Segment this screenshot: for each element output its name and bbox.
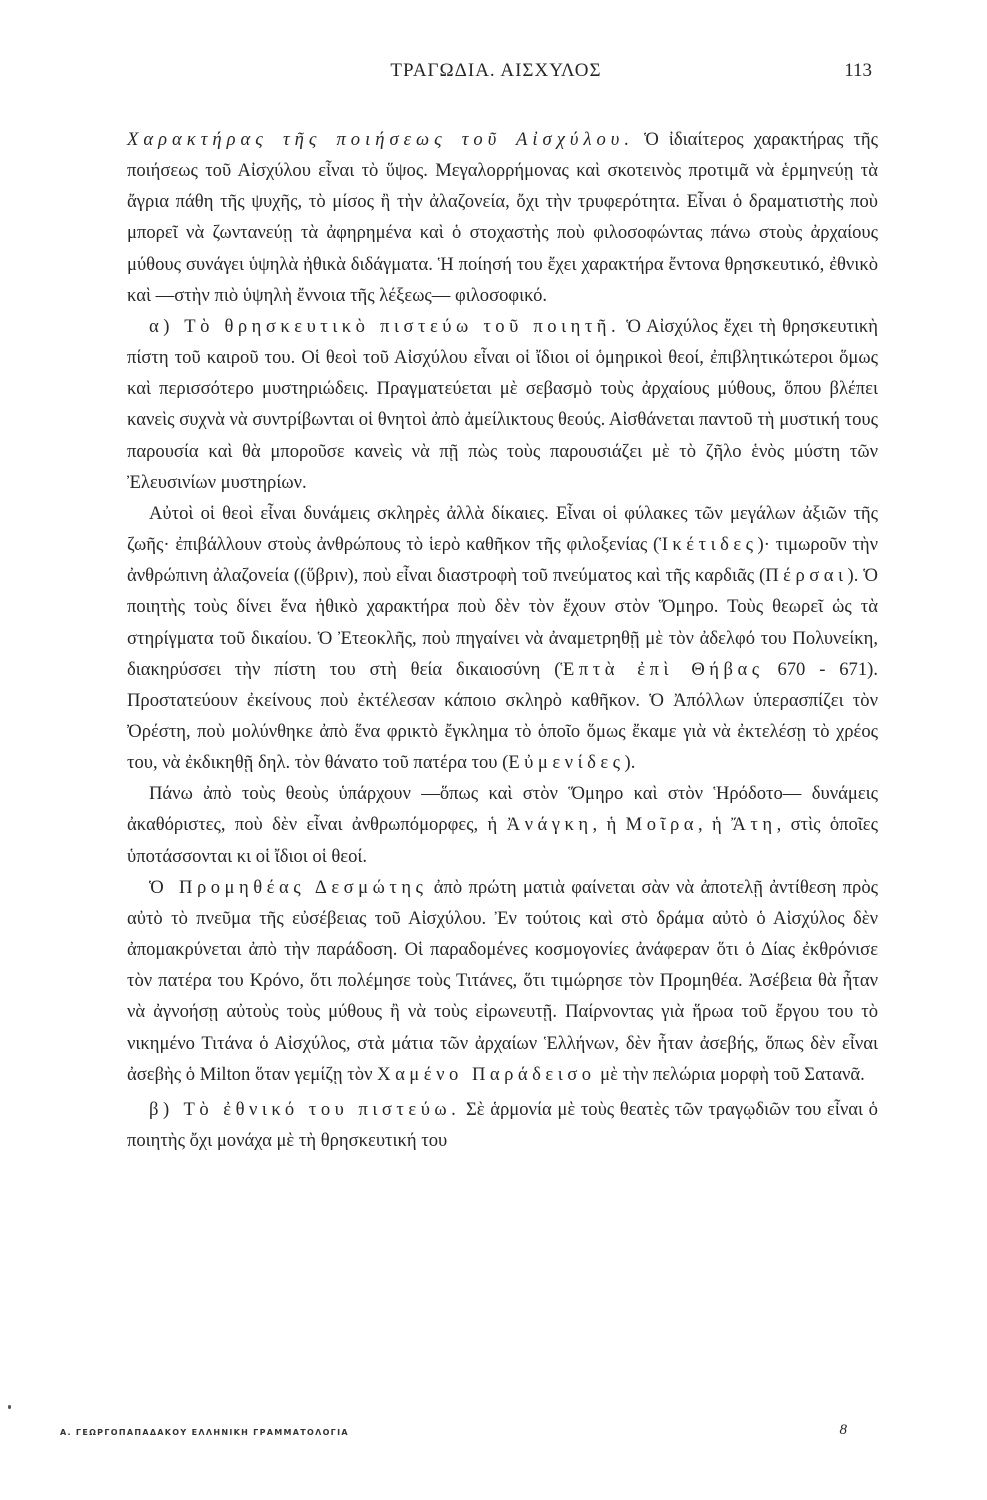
paragraph-text: Ὁ Αἰσχύλος ἔχει τὴ θρησκευτικὴ πίστη τοῦ καιροῦ του. Οἱ θεοὶ τοῦ Αἰσχύλου εἶναι οἱ ἴδιοι οἱ ὁμηρικοὶ θεοί, ἐπιβλητικώτεροι ὅμως καὶ περισσότερο μυστηριώδεις. Πραγματεύεται μὲ σεβασμὸ τοὺς ἀρχαίους μύθους, ὅπου βλέπει κανεὶς συχνὰ νὰ συντρίβωνται οἱ θνητοὶ ἀπὸ ἀμείλικτους θεούς. Αἰσθάνεται παντοῦ τὴ μυστική τους παρουσία καὶ θὰ μποροῦσε κανεὶς νὰ πῇ πὼς τοὺς παρουσιάζει μὲ τὸ ζῆλο ἑνὸς μύστη τῶν Ἐλευσινίων μυστηρίων.	[127, 315, 878, 493]
running-header	[120, 60, 872, 90]
work-title-eumenides: Εὐμενίδες	[508, 752, 625, 774]
text-run: ).	[624, 752, 636, 774]
running-title: ΤΡΑΓΩΔΙΑ. ΑΙΣΧΥΛΟΣ	[390, 60, 602, 81]
text-run: ἀπὸ πρώτη ματιὰ φαίνεται σὰν νὰ ἀποτελῇ ἀντίθεση πρὸς αὐτὸ τὸ πνεῦμα τῆς εὐσέβειας τοῦ Αἰσχύλου. Ἐν τούτοις καὶ στὸ δράμα αὐτὸ ὁ Αἰσχύλος δὲν ἀπομακρύνεται ἀπὸ τὴν παράδοση. Οἱ παραδομένες κοσμογονίες ἀνάφεραν ὅτι ὁ Δίας ἐκθρόνισε τὸν πατέρα του Κρόνο, ὅτι πολέμησε τοὺς Τιτάνες, ὅτι τιμώρησε τὸν Προμηθέα. Ἀσέβεια θὰ ἦταν νὰ ἀγνοήσῃ αὐτοὺς τοὺς μύθους ἢ νὰ τοὺς εἰρωνευτῇ. Παίρνοντας γιὰ ἥρωα τοῦ ἔργου του τὸ νικημένο Τιτάνα ὁ Αἰσχύλος, στὰ μάτια τῶν ἀρχαίων Ἑλλήνων, δὲν ἦταν ἀσεβής, ὅπως δὲν εἶναι ἀσεβὴς ὁ Milton ὅταν γεμίζῃ τὸν	[127, 876, 878, 1085]
text-run: Αὐτοὶ οἱ θεοὶ εἶναι δυνάμεις σκληρὲς ἀλλὰ δίκαιες. Εἶναι οἱ φύλακες τῶν μεγάλων ἀξιῶν τῆς ζωῆς· ἐπιβάλλουν στοὺς ἀνθρώπους τὸ ἱερὸ καθῆκον τῆς φιλοξενίας (	[127, 502, 878, 556]
body-text	[127, 124, 878, 1156]
text-run: )· τιμωροῦν τὴν ἀνθρώπινη ἀλαζονεία ((ὕβριν), ποὺ εἶναι διαστροφὴ τοῦ πνεύματος καὶ τῆς καρδιᾶς (	[127, 534, 878, 587]
subheading-alpha: α) Τὸ θρησκευτικὸ πιστεύω τοῦ ποιητῆ.	[149, 315, 621, 337]
text-run: , ἡ	[698, 814, 732, 836]
work-title-hiketides: Ἱκέτιδες	[659, 534, 758, 556]
text-run: , ἡ	[592, 814, 626, 836]
scan-speck	[8, 1405, 11, 1409]
paragraph-text: Σὲ ἁρμονία μὲ τοὺς θεατὲς τῶν τραγῳδιῶν του εἶναι ὁ ποιητὴς ὄχι μονάχα μὲ τὴ θρησκευτική του	[127, 1098, 878, 1151]
text-run: μὲ τὴν πελώρια μορφὴ τοῦ Σατανᾶ.	[595, 1063, 865, 1085]
term-ate: Ἄτη	[731, 814, 777, 836]
paragraph-gods-justice	[127, 498, 878, 778]
work-title-hepta: Ἑπτὰ ἐπὶ Θήβας	[560, 658, 764, 680]
term-ananke: Ἀνάγκη	[506, 814, 593, 836]
work-title-paradise-lost: Χαμένο Παράδεισο	[377, 1063, 596, 1085]
text-run: ). Ὁ ποιητὴς τοὺς δίνει ἕνα ἠθικὸ χαρακτήρα ποὺ δὲν τὸν ἔχουν στὸν Ὅμηρο. Τοὺς θεωρεῖ ὡς τὰ στηρίγματα τοῦ δικαίου. Ὁ Ἐτεοκλῆς, ποὺ πηγαίνει νὰ ἀναμετρηθῇ μὲ τὸν ἀδελφό του Πολυνείκη, διακηρύσσει τὴν πίστη του στὴ θεία δικαιοσύνη (	[127, 565, 878, 680]
text-run: 670 - 671). Προστατεύουν ἐκείνους ποὺ ἐκτέλεσαν κάποιο σκληρὸ καθῆκον. Ὁ Ἀπόλλων ὑπερασπίζει τὸν Ὀρέστη, ποὺ μολύνθηκε ἀπὸ ἕνα φρικτὸ ἔγκλημα τὸ ὁποῖο ὅμως ἔκαμε γιὰ νὰ ἐκτελέσῃ τὸ χρέος του, νὰ ἐκδικηθῇ δηλ. τὸν θάνατο τοῦ πατέρα του (	[127, 658, 878, 774]
paragraph-fate	[127, 778, 878, 871]
page-footer	[60, 1422, 847, 1448]
section-heading: Χαρακτήρας τῆς ποιήσεως τοῦ Αἰσχύλου.	[127, 129, 634, 150]
footer-imprint: Α. ΓΕΩΡΓΟΠΑΠΑΔΑΚΟΥ ΕΛΛΗΝΙΚΗ ΓΡΑΜΜΑΤΟΛΟΓΙΑ	[60, 1428, 349, 1437]
term-moira: Μοῖρα	[625, 814, 699, 836]
paragraph-religious-creed	[127, 311, 878, 498]
work-title-prometheus: Ὁ Προμηθέας Δεσμώτης	[149, 876, 428, 898]
signature-mark: 8	[839, 1422, 847, 1438]
page-number: 113	[844, 60, 872, 81]
paragraph-text: Ὁ ἰδιαίτερος χαρακτήρας τῆς ποιήσεως τοῦ Αἰσχύλου εἶναι τὸ ὕψος. Μεγαλορρήμονας καὶ σκοτεινὸς προτιμᾶ νὰ ἑρμηνεύῃ τὰ ἄγρια πάθη τῆς ψυχῆς, τὸ μίσος ἢ τὴν ἀλαζονεία, ὄχι τὴν τρυφερότητα. Εἶναι ὁ δραματιστὴς ποὺ μπορεῖ νὰ ζωντανεύῃ τὰ ἀφηρημένα καὶ ὁ στοχαστὴς ποὺ φιλοσοφώντας πάνω στοὺς ἀρχαίους μύθους συνάγει ὑψηλὰ ἠθικὰ διδάγματα. Ἡ ποίησή του ἔχει χαρακτήρα ἔντονα θρησκευτικό, ἐθνικὸ καὶ —στὴν πιὸ ὑψηλὴ ἔννοια τῆς λέξεως— φιλοσοφικό.	[127, 129, 878, 306]
paragraph-prometheus	[127, 872, 878, 1090]
subheading-beta: β) Τὸ ἐθνικό του πιστεύω.	[149, 1098, 461, 1120]
paragraph-national-creed	[127, 1094, 878, 1156]
work-title-persai: Πέρσαι	[765, 565, 848, 587]
paragraph-character	[127, 124, 878, 311]
text-run: Πάνω ἀπὸ τοὺς θεοὺς ὑπάρχουν —ὅπως καὶ στὸν Ὅμηρο καὶ στὸν Ἡρόδοτο— δυνάμεις ἀκαθόριστες, ποὺ δὲν εἶναι ἀνθρωπόμορφες, ἡ	[127, 783, 878, 836]
text-run: , στὶς ὁποῖες ὑποτάσσονται κι οἱ ἴδιοι οἱ θεοί.	[127, 814, 878, 867]
